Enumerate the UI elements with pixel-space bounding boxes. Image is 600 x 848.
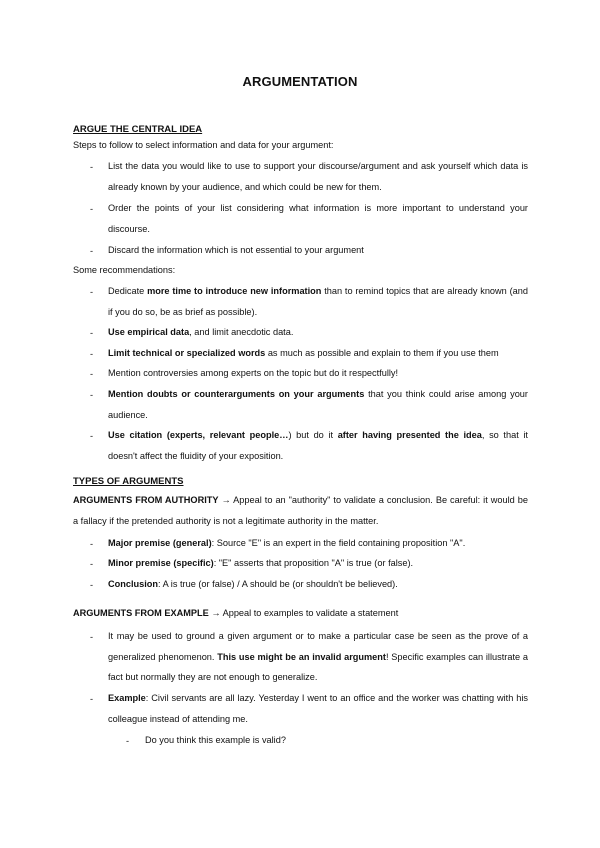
bullet-dash: -	[90, 349, 94, 359]
arrow-icon: →	[211, 608, 221, 618]
example-item-1: It may be used to ground a given argument or to make a particular case be seen as the prove of a generalized phenomenon. This use might be an invalid argument! Specific examples can illustrate a fact but normally they are not enough to generalize.	[108, 631, 528, 683]
recommendation-item-2: Use empirical data, and limit anecdotic data.	[108, 327, 294, 337]
bullet-dash: -	[90, 431, 94, 441]
recommendation-item-3: Limit technical or specialized words as much as possible and explain to them if you use them	[108, 348, 499, 358]
example-item-2: Example: Civil servants are all lazy. Yesterday I went to an office and the worker was chatting with his colleague instead of attending me.	[108, 693, 528, 724]
bullet-dash: -	[90, 580, 94, 590]
recommendation-item-6: Use citation (experts, relevant people…) but do it after having presented the idea, so that it doesn't affect the fluidity of your exposition.	[108, 430, 528, 461]
authority-paragraph: ARGUMENTS FROM AUTHORITY → Appeal to an "authority" to validate a conclusion. Be careful: it would be a fallacy if the pretended authority is not a legitimate authority in the matter.	[73, 495, 528, 526]
authority-item-conclusion: Conclusion: A is true (or false) / A should be (or shouldn't be believed).	[108, 579, 398, 589]
authority-item-major: Major premise (general): Source "E" is an expert in the field containing proposition "A".	[108, 538, 466, 548]
authority-item-minor: Minor premise (specific): "E" asserts that proposition "A" is true (or false).	[108, 558, 414, 568]
steps-intro: Steps to follow to select information and data for your argument:	[73, 140, 334, 150]
bullet-dash: -	[90, 694, 94, 704]
recommendation-item-5: Mention doubts or counterarguments on your arguments that you think could arise among your audience.	[108, 389, 528, 420]
bullet-dash: -	[90, 204, 94, 214]
bullet-dash: -	[90, 162, 94, 172]
bullet-dash: -	[90, 390, 94, 400]
bullet-dash: -	[126, 736, 130, 746]
step-item-3: Discard the information which is not essential to your argument	[108, 245, 364, 255]
section-heading-central-idea: ARGUE THE CENTRAL IDEA	[73, 124, 203, 135]
bullet-dash: -	[90, 287, 94, 297]
recommendation-item-1: Dedicate more time to introduce new information than to remind topics that are already known (and if you do so, be as brief as possible).	[108, 286, 528, 317]
bullet-dash: -	[90, 559, 94, 569]
step-item-1: List the data you would like to use to support your discourse/argument and ask yourself which data is already known by your audience, and which could be new for them.	[108, 161, 528, 192]
bullet-dash: -	[90, 632, 94, 642]
section-heading-types: TYPES OF ARGUMENTS	[73, 476, 184, 487]
bullet-dash: -	[90, 369, 94, 379]
page-title: ARGUMENTATION	[242, 74, 358, 89]
recommendation-item-4: Mention controversies among experts on the topic but do it respectfully!	[108, 368, 399, 378]
step-item-2: Order the points of your list considering what information is more important to understand your discourse.	[108, 203, 528, 234]
arrow-icon: →	[221, 495, 231, 505]
recommendations-label: Some recommendations:	[73, 265, 176, 275]
bullet-dash: -	[90, 539, 94, 549]
bullet-dash: -	[90, 328, 94, 338]
bullet-dash: -	[90, 246, 94, 256]
example-subitem: Do you think this example is valid?	[145, 735, 286, 745]
example-paragraph: ARGUMENTS FROM EXAMPLE → Appeal to examples to validate a statement	[73, 608, 399, 618]
